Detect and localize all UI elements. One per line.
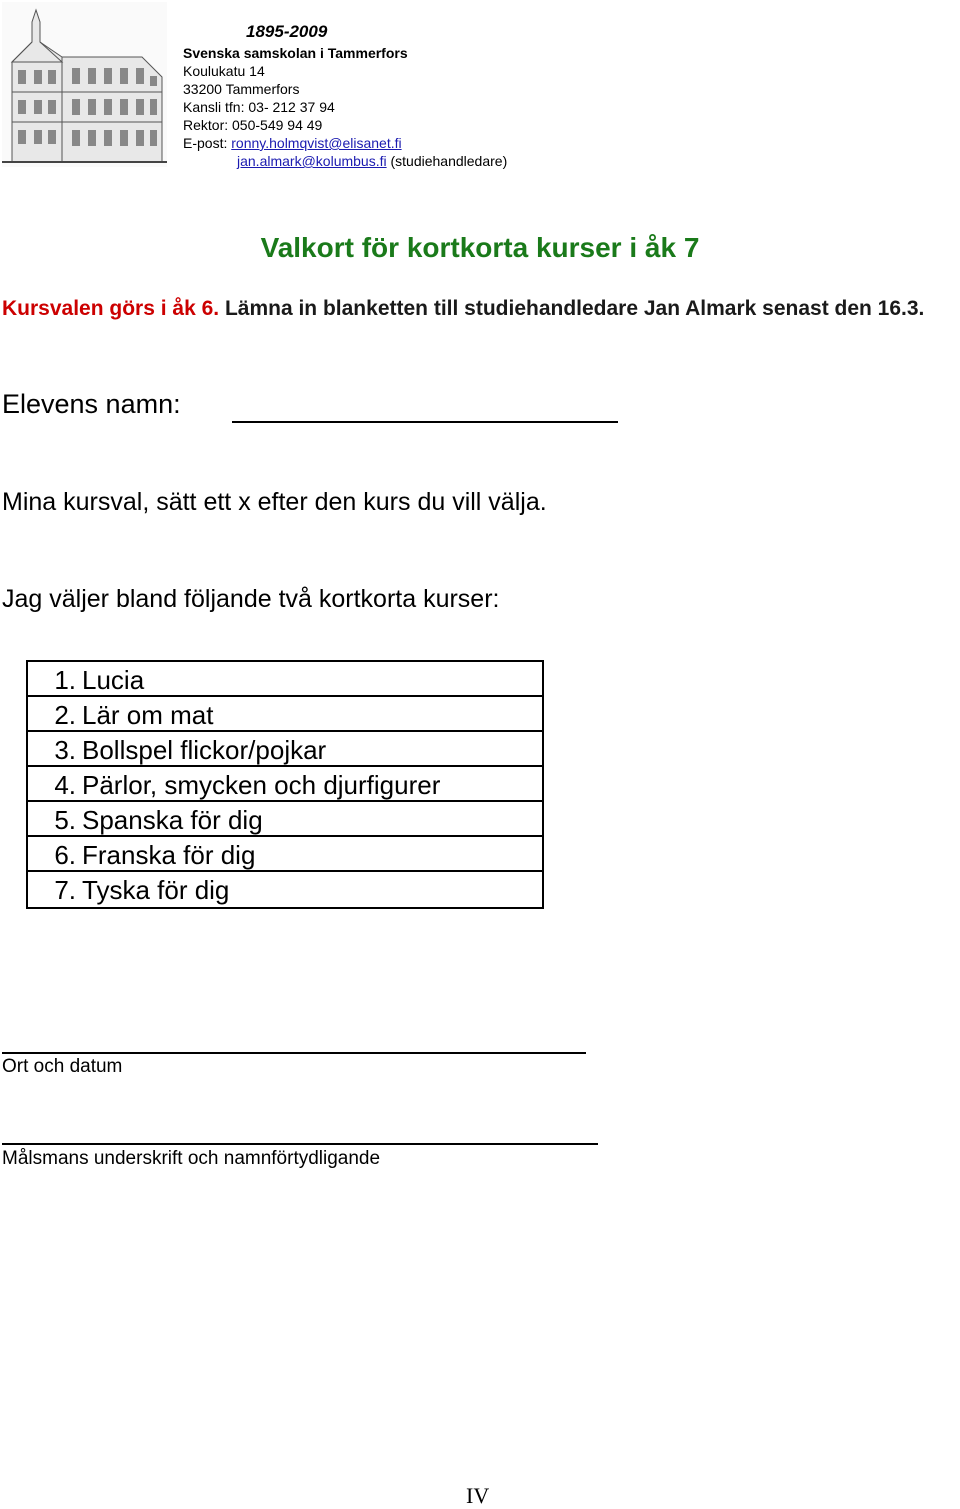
place-date-label: Ort och datum [2, 1056, 123, 1077]
course-number: 5. [54, 805, 76, 835]
course-table [26, 660, 544, 909]
course-number: 4. [54, 770, 76, 800]
course-label: Franska för dig [82, 840, 256, 870]
email-row [183, 134, 402, 152]
place-date-line[interactable] [2, 1052, 586, 1054]
course-row[interactable] [28, 662, 542, 697]
instruction-part2: Lämna in blanketten till studiehandledare Jan Almark senast den 16.3. [224, 297, 925, 320]
course-row[interactable] [28, 837, 542, 872]
course-number: 3. [54, 735, 76, 765]
form-title: Valkort för kortkorta kurser i åk 7 [260, 232, 700, 263]
course-label: Tyska för dig [82, 875, 230, 905]
course-row[interactable] [28, 802, 542, 837]
choice-instruction: Mina kursval, sätt ett x efter den kurs du vill välja. [2, 488, 547, 516]
email-link-counselor[interactable]: jan.almark@kolumbus.fi [237, 153, 387, 169]
email-row-counselor [237, 152, 507, 170]
school-name: Svenska samskolan i Tammerfors [183, 45, 408, 61]
address-street: Koulukatu 14 [183, 63, 265, 79]
course-number: 7. [54, 875, 76, 905]
course-number: 1. [54, 665, 76, 695]
select-instruction: Jag väljer bland följande två kortkorta kurser: [2, 585, 500, 613]
course-row[interactable] [28, 697, 542, 732]
counselor-note: (studiehandledare) [390, 153, 508, 169]
course-number: 6. [54, 840, 76, 870]
header-years: 1895-2009 [246, 22, 328, 41]
course-row[interactable] [28, 872, 542, 907]
course-label: Lär om mat [82, 700, 214, 730]
email-link-principal[interactable]: ronny.holmqvist@elisanet.fi [231, 135, 402, 151]
page-number: IV [466, 1483, 490, 1508]
course-row[interactable] [28, 732, 542, 767]
principal-phone: Rektor: 050-549 94 49 [183, 117, 323, 133]
student-name-field[interactable] [232, 421, 618, 423]
email-label: E-post: [183, 135, 228, 151]
office-phone: Kansli tfn: 03- 212 37 94 [183, 99, 335, 115]
course-row[interactable] [28, 767, 542, 802]
school-building-logo [2, 2, 167, 167]
address-city: 33200 Tammerfors [183, 81, 300, 97]
course-number: 2. [54, 700, 76, 730]
instruction-part1: Kursvalen görs i åk 6. [2, 297, 220, 320]
course-label: Lucia [82, 665, 145, 695]
guardian-signature-line[interactable] [2, 1143, 598, 1145]
instruction-text [2, 294, 958, 323]
course-label: Spanska för dig [82, 805, 263, 835]
guardian-signature-label: Målsmans underskrift och namnförtydligande [2, 1148, 381, 1169]
student-name-label: Elevens namn: [2, 389, 181, 419]
course-label: Bollspel flickor/pojkar [82, 735, 327, 765]
course-label: Pärlor, smycken och djurfigurer [82, 770, 441, 800]
